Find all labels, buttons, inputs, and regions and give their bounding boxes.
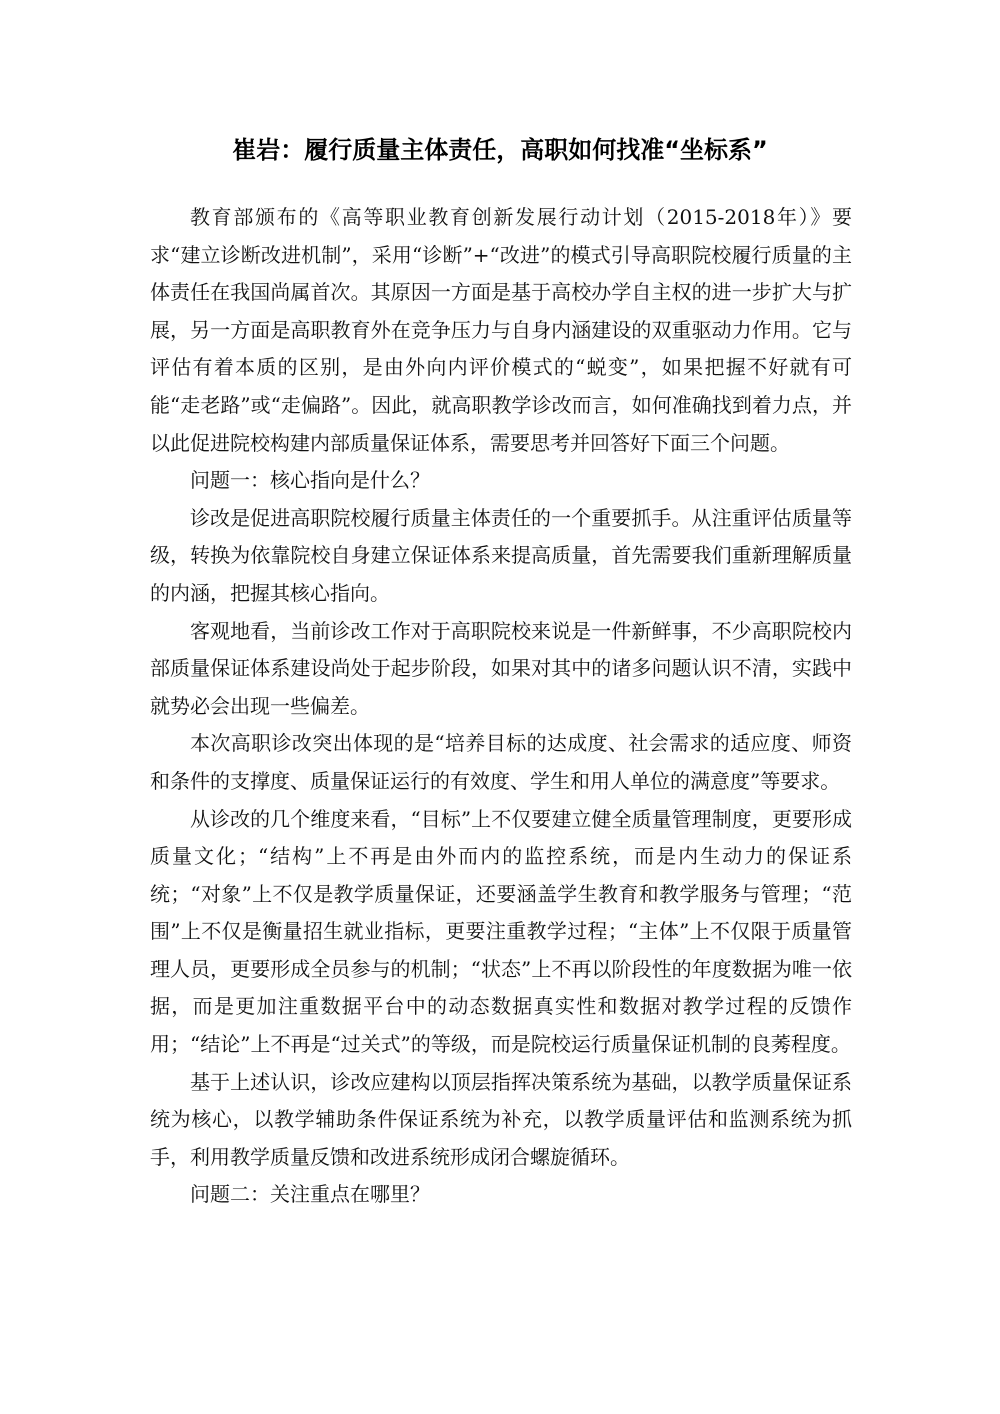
paragraph: 从诊改的几个维度来看，“目标”上不仅要建立健全质量管理制度，更要形成质量文化；“结构”上不再是由外而内的监控系统，而是内生动力的保证系统；“对象”上不仅是教学质量保证，还要涵盖学生教育和教学服务与管理；“范围”上不仅是衡量招生就业指标，更要注重教学过程；“主体”上不仅限于质量管理人员，更要形成全员参与的机制；“状态”上不再以阶段性的年度数据为唯一依据，而是更加注重数据平台中的动态数据真实性和数据对教学过程的反馈作用；“结论”上不再是“过关式”的等级，而是院校运行质量保证机制的良莠程度。 <box>150 806 852 1057</box>
paragraph: 诊改是促进高职院校履行质量主体责任的一个重要抓手。从注重评估质量等级，转换为依靠院校自身建立保证体系来提高质量，首先需要我们重新理解质量的内涵，把握其核心指向。 <box>150 505 852 605</box>
paragraph-intro: 教育部颁布的《高等职业教育创新发展行动计划（2015-2018年）》要求“建立诊断改进机制”，采用“诊断”+“改进”的模式引导高职院校履行质量的主体责任在我国尚属首次。其原因一方面是基于高校办学自主权的进一步扩大与扩展，另一方面是高职教育外在竞争压力与自身内涵建设的双重驱动力作用。它与评估有着本质的区别，是由外向内评价模式的“蜕变”，如果把握不好就有可能“走老路”或“走偏路”。因此，就高职教学诊改而言，如何准确找到着力点，并以此促进院校构建内部质量保证体系，需要思考并回答好下面三个问题。 <box>150 205 852 455</box>
paragraph: 基于上述认识，诊改应建构以顶层指挥决策系统为基础，以教学质量保证系统为核心，以教学辅助条件保证系统为补充，以教学质量评估和监测系统为抓手，利用教学质量反馈和改进系统形成闭合螺旋循环。 <box>150 1069 852 1169</box>
article-body <box>150 199 852 1214</box>
question-one-heading: 问题一：核心指向是什么？ <box>190 468 430 493</box>
question-two-heading: 问题二：关注重点在哪里？ <box>190 1182 430 1207</box>
paragraph: 本次高职诊改突出体现的是“培养目标的达成度、社会需求的适应度、师资和条件的支撑度、质量保证运行的有效度、学生和用人单位的满意度”等要求。 <box>150 731 852 793</box>
article-title: 崔岩：履行质量主体责任，高职如何找准“坐标系” <box>232 136 768 164</box>
paragraph: 客观地看，当前诊改工作对于高职院校来说是一件新鲜事，不少高职院校内部质量保证体系建设尚处于起步阶段，如果对其中的诸多问题认识不清，实践中就势必会出现一些偏差。 <box>150 618 852 718</box>
